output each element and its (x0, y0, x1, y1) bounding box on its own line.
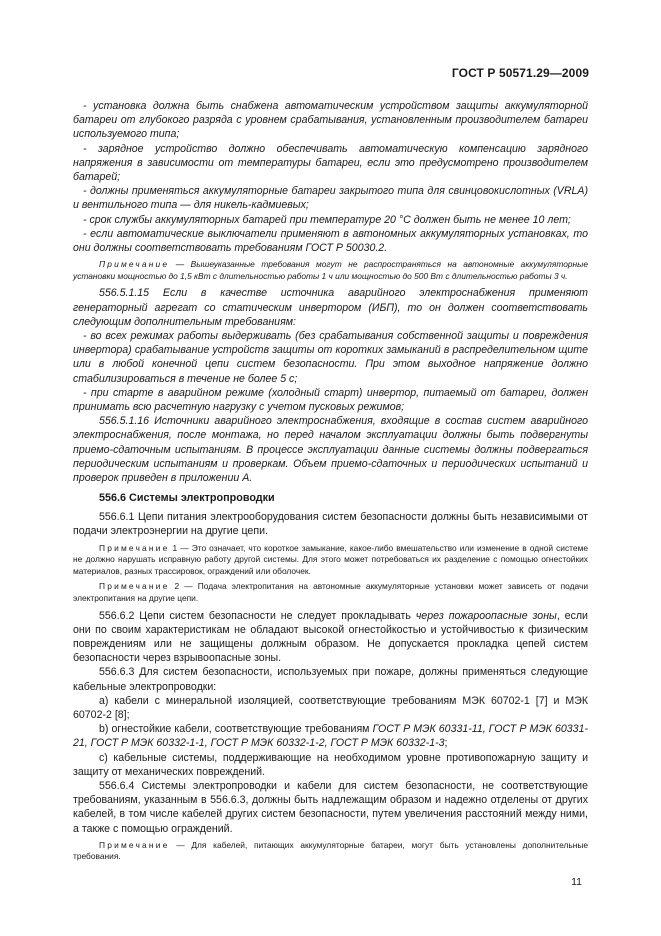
note (73, 840, 588, 863)
paragraph: - установка должна быть снабжена автоматическим устройством защиты аккумуляторной батареи от глубокого разряда с уровнем срабатывания, установленным производителем батареи используемого типа; (73, 100, 588, 141)
text-run-italic: ГОСТ Р МЭК 60331-11, ГОСТ Р МЭК 60331-21, ГОСТ Р МЭК 60332-1-1, ГОСТ Р МЭК 60332-1-2, ГОСТ Р МЭК 60332-1-3 (73, 723, 588, 750)
text-run: ; (444, 737, 448, 750)
note-label: Примечание (99, 581, 170, 592)
paragraph: 556.5.1.15 Если в качестве источника аварийного электроснабжения применяют генераторный агрегат со статическим инвертором (ИБП), то он должен соответствовать следующим дополнительным требованиям: (73, 287, 588, 328)
paragraph: - если автоматические выключатели применяют в автономных аккумуляторных установках, то они должны соответствовать требованиям ГОСТ Р 50030.2. (73, 227, 588, 255)
note-text: — Вышеуказанные требования могут не распространяться на автономные аккумуляторные установки мощностью до 1,5 кВт с длительностью работы 1 ч или мощностью до 500 Вт с длительностью работы 3 ч. (73, 259, 588, 281)
note-text: 2 — Подача электропитания на автономные аккумуляторные установки может зависеть от подачи электропитания на другие цепи. (73, 581, 588, 604)
text-run-italic: через пожароопасные зоны (415, 609, 557, 622)
paragraph (73, 609, 588, 666)
note (73, 543, 588, 578)
paragraph: 556.5.1.16 Источники аварийного электроснабжения, входящие в состав систем аварийного электроснабжения, после монтажа, но перед началом эксплуатации должны быть подвергнуты приемо-сдаточным испытаниям. В процессе эксплуатации данные системы должны подвергаться периодическим испытаниям и проверкам. Объем приемо-сдаточных и периодических испытаний и проверок приведен в приложении А. (73, 415, 588, 485)
note-label: Примечание (99, 542, 170, 553)
list-item: а) кабели с минеральной изоляцией, соответствующие требованиям МЭК 60702-1 [7] и МЭК 60702-2 [8]; (73, 694, 588, 722)
paragraph: - при старте в аварийном режиме (холодный старт) инвертор, питаемый от батареи, должен принимать всю расчетную нагрузку с учетом пусковых режимов; (73, 386, 588, 414)
paragraph: 556.6.3 Для систем безопасности, используемых при пожаре, должны применяться следующие кабельные электропроводки: (73, 666, 588, 693)
note-label: Примечание (99, 839, 170, 850)
text-run: , если они по своим характеристикам не обладают высокой огнестойкостью и устойчивостью к физическим повреждениям или не защищены должным образом. Не допускается прокладка цепей систем безопасности через взрывоопасные зоны. (73, 609, 588, 665)
paragraph: - срок службы аккумуляторных батарей при температуре 20 °С должен быть не менее 10 лет; (83, 213, 571, 226)
document-body (73, 99, 588, 867)
paragraph: 556.6.1 Цепи питания электрооборудования систем безопасности должны быть независимыми от подачи электроэнергии на другие цепи. (73, 511, 588, 538)
text-run: 556.6.2 Цепи систем безопасности не следует прокладывать (99, 609, 416, 622)
note (73, 581, 588, 604)
paragraph: - зарядное устройство должно обеспечивать автоматическую компенсацию зарядного напряжения в зависимости от температуры батареи, если это предусмотрено производителем батарей; (73, 142, 588, 184)
text-run: b) огнестойкие кабели, соответствующие требованиям (99, 723, 373, 736)
page-number: 11 (571, 876, 582, 888)
paragraph: 556.6.4 Системы электропроводки и кабели для систем безопасности, не соответствующие требованиям, указанным в 556.6.3, должны быть надлежащим образом и надежно отделены от других кабелей, в том числе кабелей других систем безопасности, путем увеличения расстояний между ними, а также с помощью ограждений. (73, 780, 588, 835)
note-text: 1 — Это означает, что короткое замыкание, какое-либо вмешательство или изменение в одной системе не должно нарушать исправную работу другой системы. Для этого может потребоваться их разделение с помощью огнестойких материалов, разных трассировок, ограждений или оболочек. (73, 542, 588, 576)
paragraph: - должны применяться аккумуляторные батареи закрытого типа для свинцовокислотных (VRLA) и вентильного типа — для никель-кадмиевых; (73, 185, 588, 212)
note-text: — Для кабелей, питающих аккумуляторные батареи, могут быть установлены дополнительные требования. (73, 839, 588, 862)
note-label: Примечание (99, 259, 170, 270)
list-item: с) кабельные системы, поддерживающие на необходимом уровне противопожарную защиту и защиту от механических повреждений. (73, 751, 588, 778)
note (73, 259, 588, 282)
list-item (73, 722, 588, 750)
document-header: ГОСТ Р 50571.29—2009 (451, 66, 589, 80)
section-heading: 556.6 Системы электропроводки (99, 492, 275, 505)
paragraph: - во всех режимах работы выдерживать (без срабатывания собственной защиты и повреждения инвертора) срабатывание устройств защиты от коротких замыканий в распределительном щите или в любой конечной цепи систем безопасности. При этом выходное напряжение должно стабилизироваться в течение не более 5 с; (73, 330, 588, 385)
